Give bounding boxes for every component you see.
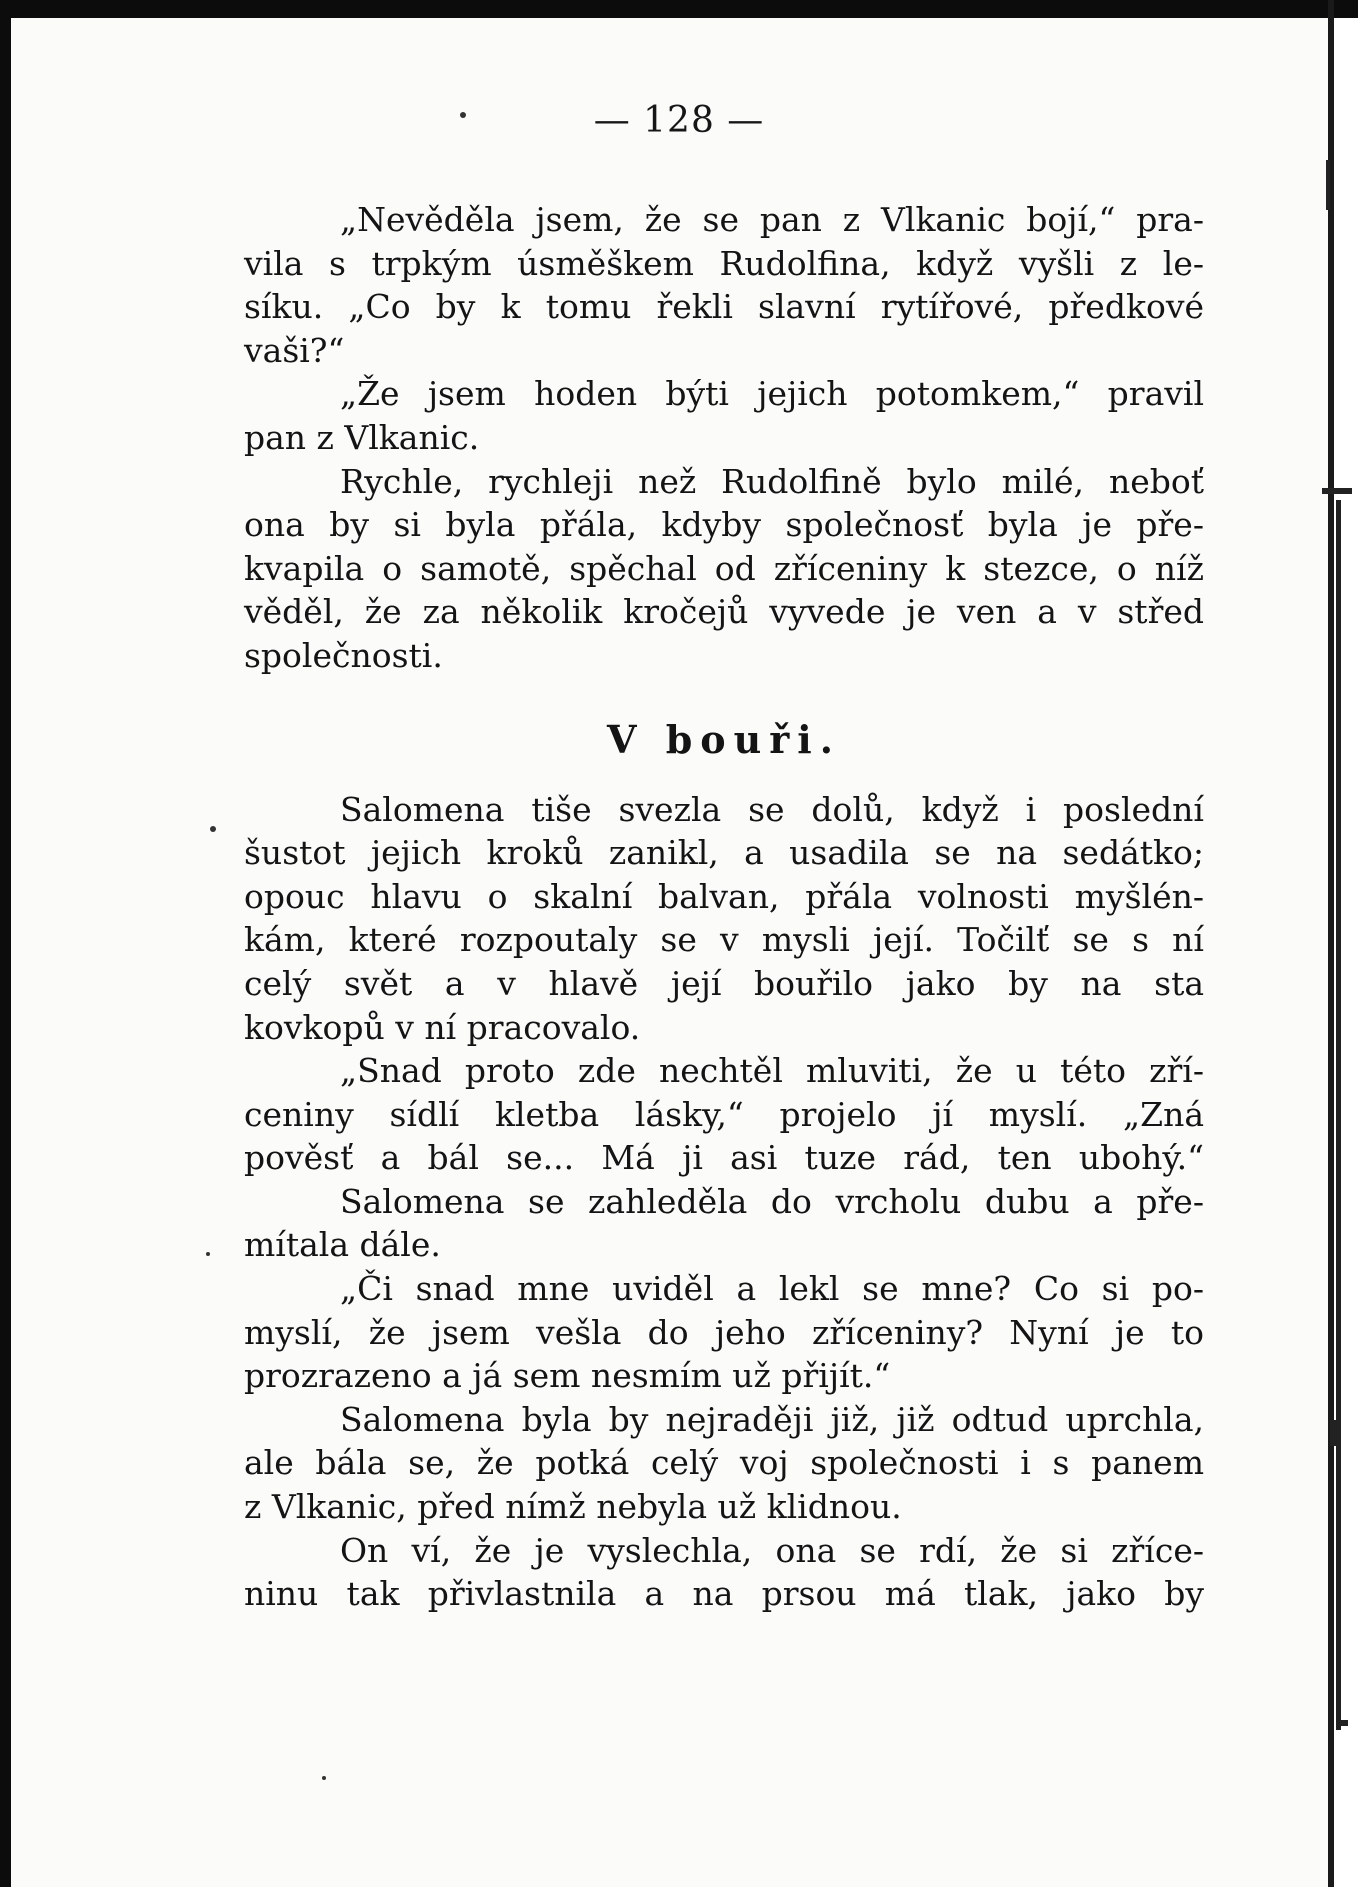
text-line: Salomena tiše svezla se dolů, když i poslední xyxy=(340,789,1204,829)
text-line: „Nevěděla jsem, že se pan z Vlkanic bojí,“ pra- xyxy=(340,200,1204,239)
text-line: „Že jsem hoden býti jejich potomkem,“ pravil xyxy=(340,374,1204,414)
paragraphs-after-heading xyxy=(244,788,1204,1616)
margin-mark-bar xyxy=(1336,500,1341,1730)
text-line: vila s trpkým úsměškem Rudolfina, když vyšli z le- xyxy=(244,243,1204,283)
text-line: ale bála se, že potká celý voj společnosti i s panem xyxy=(244,1443,1204,1483)
text-line: věděl, že za několik kročejů vyvede je ven a v střed xyxy=(244,592,1204,632)
margin-mark-tick xyxy=(1330,1420,1336,1446)
text-line: ninu tak přivlastnila a na prsou má tlak, jako by xyxy=(244,1574,1204,1614)
page-edge-line xyxy=(1328,0,1334,1887)
section-heading: V bouři. xyxy=(607,716,841,762)
text-line: vaši?“ xyxy=(244,330,345,370)
text-line: mítala dále. xyxy=(244,1225,441,1265)
scan-border-left xyxy=(0,0,11,1887)
paragraphs-before-heading xyxy=(244,198,1204,678)
text-line: pan z Vlkanic. xyxy=(244,417,480,457)
ink-speck xyxy=(206,1252,210,1256)
text-line: kovkopů v ní pracovalo. xyxy=(244,1007,641,1047)
text-line: myslí, že jsem vešla do jeho zříceniny? Nyní je to xyxy=(244,1312,1204,1352)
text-line: „Snad proto zde nechtěl mluviti, že u této zří- xyxy=(340,1051,1204,1091)
text-line: opouc hlavu o skalní balvan, přála volnosti myšlén- xyxy=(244,876,1204,916)
margin-mark-tick xyxy=(1336,1720,1348,1726)
text-line: kvapila o samotě, spěchal od zříceniny k stezce, o níž xyxy=(244,548,1204,588)
text-line: ona by si byla přála, kdyby společnosť byla je pře- xyxy=(244,505,1204,545)
text-line: ceniny sídlí kletba lásky,“ projelo jí myslí. „Zná xyxy=(244,1094,1204,1134)
text-line: společnosti. xyxy=(244,635,443,675)
text-line: Salomena se zahleděla do vrcholu dubu a pře- xyxy=(340,1181,1204,1221)
page-number: — 128 — xyxy=(593,100,765,141)
text-line: z Vlkanic, před nímž nebyla už klidnou. xyxy=(244,1487,902,1527)
text-line: On ví, že je vyslechla, ona se rdí, že si zříce- xyxy=(340,1530,1204,1570)
text-line: pověsť a bál se... Má ji asi tuze rád, ten ubohý.“ xyxy=(244,1138,1204,1178)
text-line: Salomena byla by nejraději již, již odtud uprchla, xyxy=(340,1399,1204,1439)
ink-speck xyxy=(322,1776,326,1780)
margin-mark-tick xyxy=(1326,160,1330,210)
text-line: celý svět a v hlavě její bouřilo jako by na sta xyxy=(244,963,1204,1003)
text-line: prozrazeno a já sem nesmím už přijít.“ xyxy=(244,1356,891,1396)
text-line: síku. „Co by k tomu řekli slavní rytířové, předkové xyxy=(244,287,1204,327)
body-text xyxy=(244,198,1204,1616)
text-line: šustot jejich kroků zanikl, a usadila se na sedátko; xyxy=(244,833,1204,873)
text-line: kám, které rozpoutaly se v mysli její. Točilť se s ní xyxy=(244,920,1204,960)
scan-border-top xyxy=(0,0,1358,18)
margin-mark-tick xyxy=(1322,488,1352,494)
ink-speck xyxy=(210,826,216,832)
text-line: „Či snad mne uviděl a lekl se mne? Co si po- xyxy=(340,1269,1204,1309)
text-line: Rychle, rychleji než Rudolfině bylo milé, neboť xyxy=(340,461,1204,501)
